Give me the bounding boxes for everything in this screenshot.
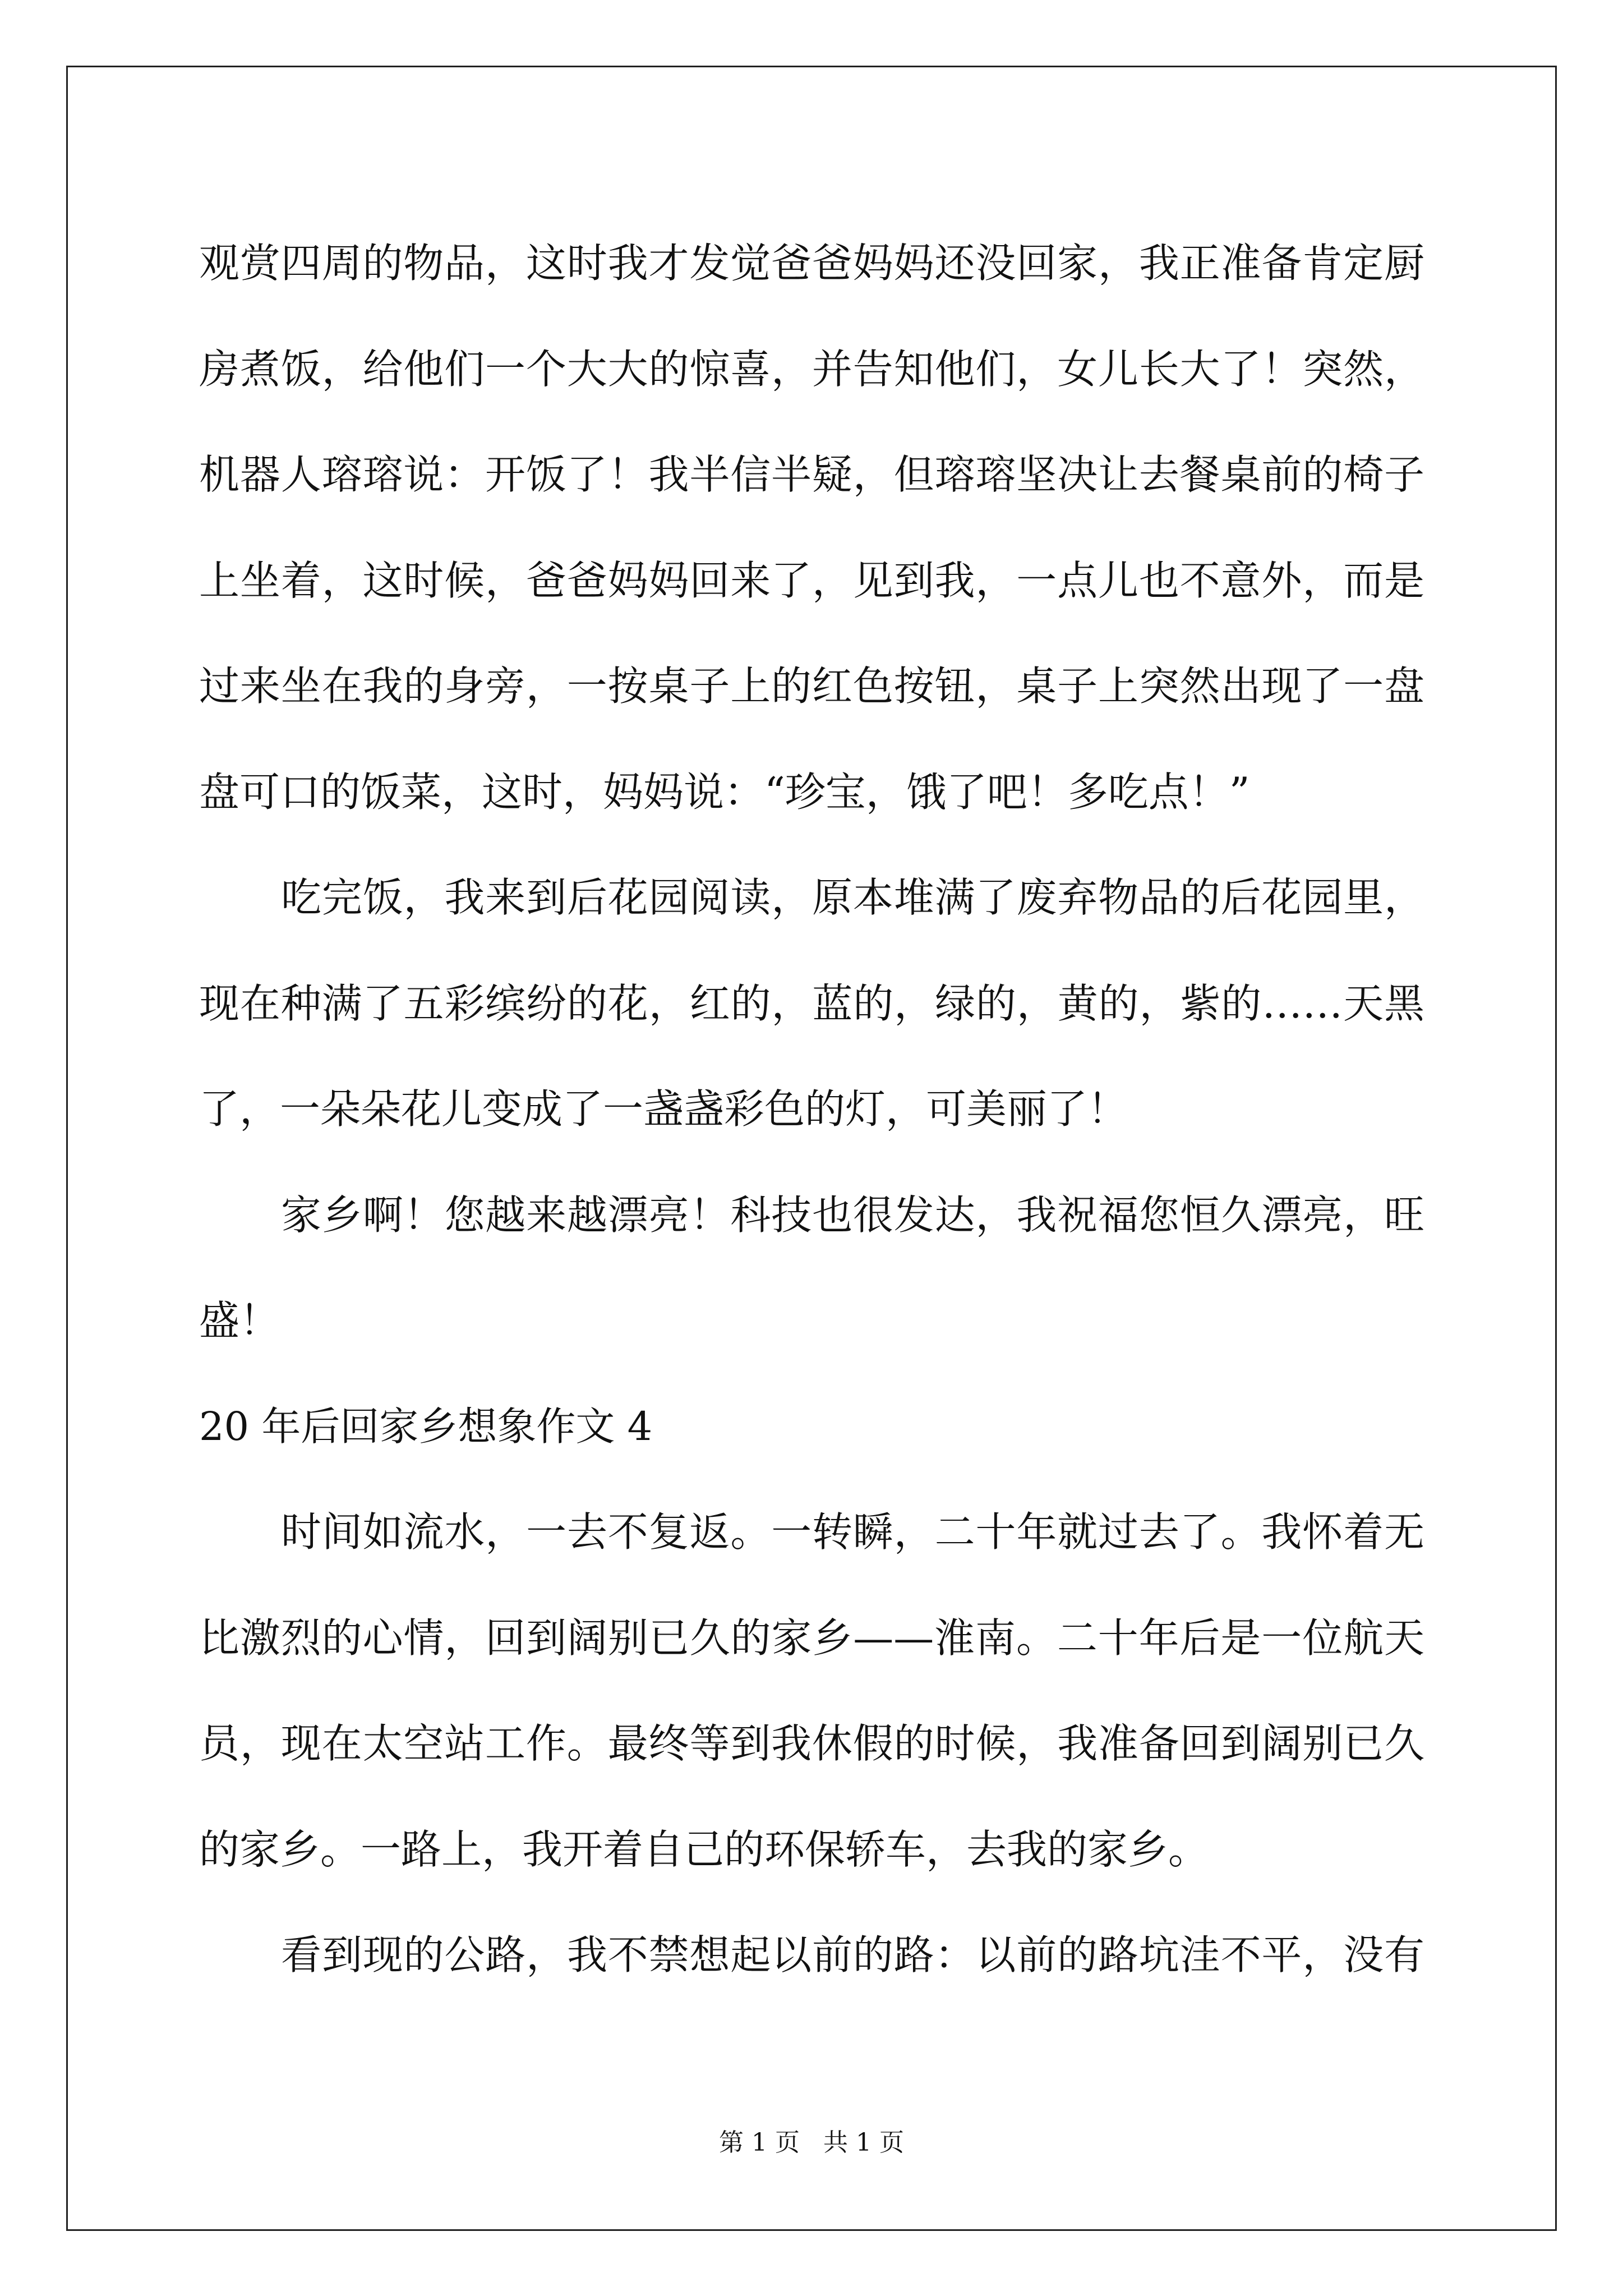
- text-line: 观赏四周的物品，这时我才发觉爸爸妈妈还没回家，我正准备肯定厨: [199, 240, 1424, 287]
- page-footer: [0, 2126, 1623, 2160]
- text-line: 机器人瑢瑢说：开饭了！我半信半疑，但瑢瑢坚决让去餐桌前的椅子: [199, 451, 1424, 498]
- document-body: [199, 210, 1424, 2008]
- page-number: 第 1 页: [719, 2128, 800, 2157]
- text-line: 现在种满了五彩缤纷的花，红的，蓝的，绿的，黄的，紫的……天黑: [199, 979, 1424, 1027]
- text-line: 的家乡。一路上，我开着自己的环保轿车，去我的家乡。: [199, 1825, 1209, 1873]
- text-line: 上坐着，这时候，爸爸妈妈回来了，见到我，一点儿也不意外，而是: [199, 556, 1424, 604]
- text-line: 房煮饭，给他们一个大大的惊喜，并告知他们，女儿长大了！突然，: [199, 345, 1424, 393]
- paragraph-first-line: 家乡啊！您越来越漂亮！科技也很发达，我祝福您恒久漂亮，旺: [281, 1191, 1424, 1239]
- paragraph-first-line: 吃完饭，我来到后花园阅读，原本堆满了废弃物品的后花园里，: [281, 874, 1424, 921]
- paragraph-first-line: 时间如流水，一去不复返。一转瞬，二十年就过去了。我怀着无: [281, 1508, 1424, 1556]
- text-line: 比激烈的心情，回到阔别已久的家乡——淮南。二十年后是一位航天: [199, 1614, 1424, 1662]
- text-line: 盛！: [199, 1297, 280, 1344]
- text-line: 了，一朵朵花儿变成了一盏盏彩色的灯，可美丽了！: [199, 1085, 1128, 1133]
- text-line: 员，现在太空站工作。最终等到我休假的时候，我准备回到阔别已久: [199, 1720, 1424, 1767]
- section-heading: 20 年后回家乡想象作文 4: [199, 1403, 653, 1450]
- paragraph-first-line: 看到现的公路，我不禁想起以前的路：以前的路坑洼不平，没有: [281, 1931, 1424, 1978]
- page-total: 共 1 页: [823, 2128, 904, 2157]
- text-line: 盘可口的饭菜，这时，妈妈说：“珍宝，饿了吧！多吃点！”: [199, 768, 1250, 816]
- text-line: 过来坐在我的身旁，一按桌子上的红色按钮，桌子上突然出现了一盘: [199, 662, 1424, 710]
